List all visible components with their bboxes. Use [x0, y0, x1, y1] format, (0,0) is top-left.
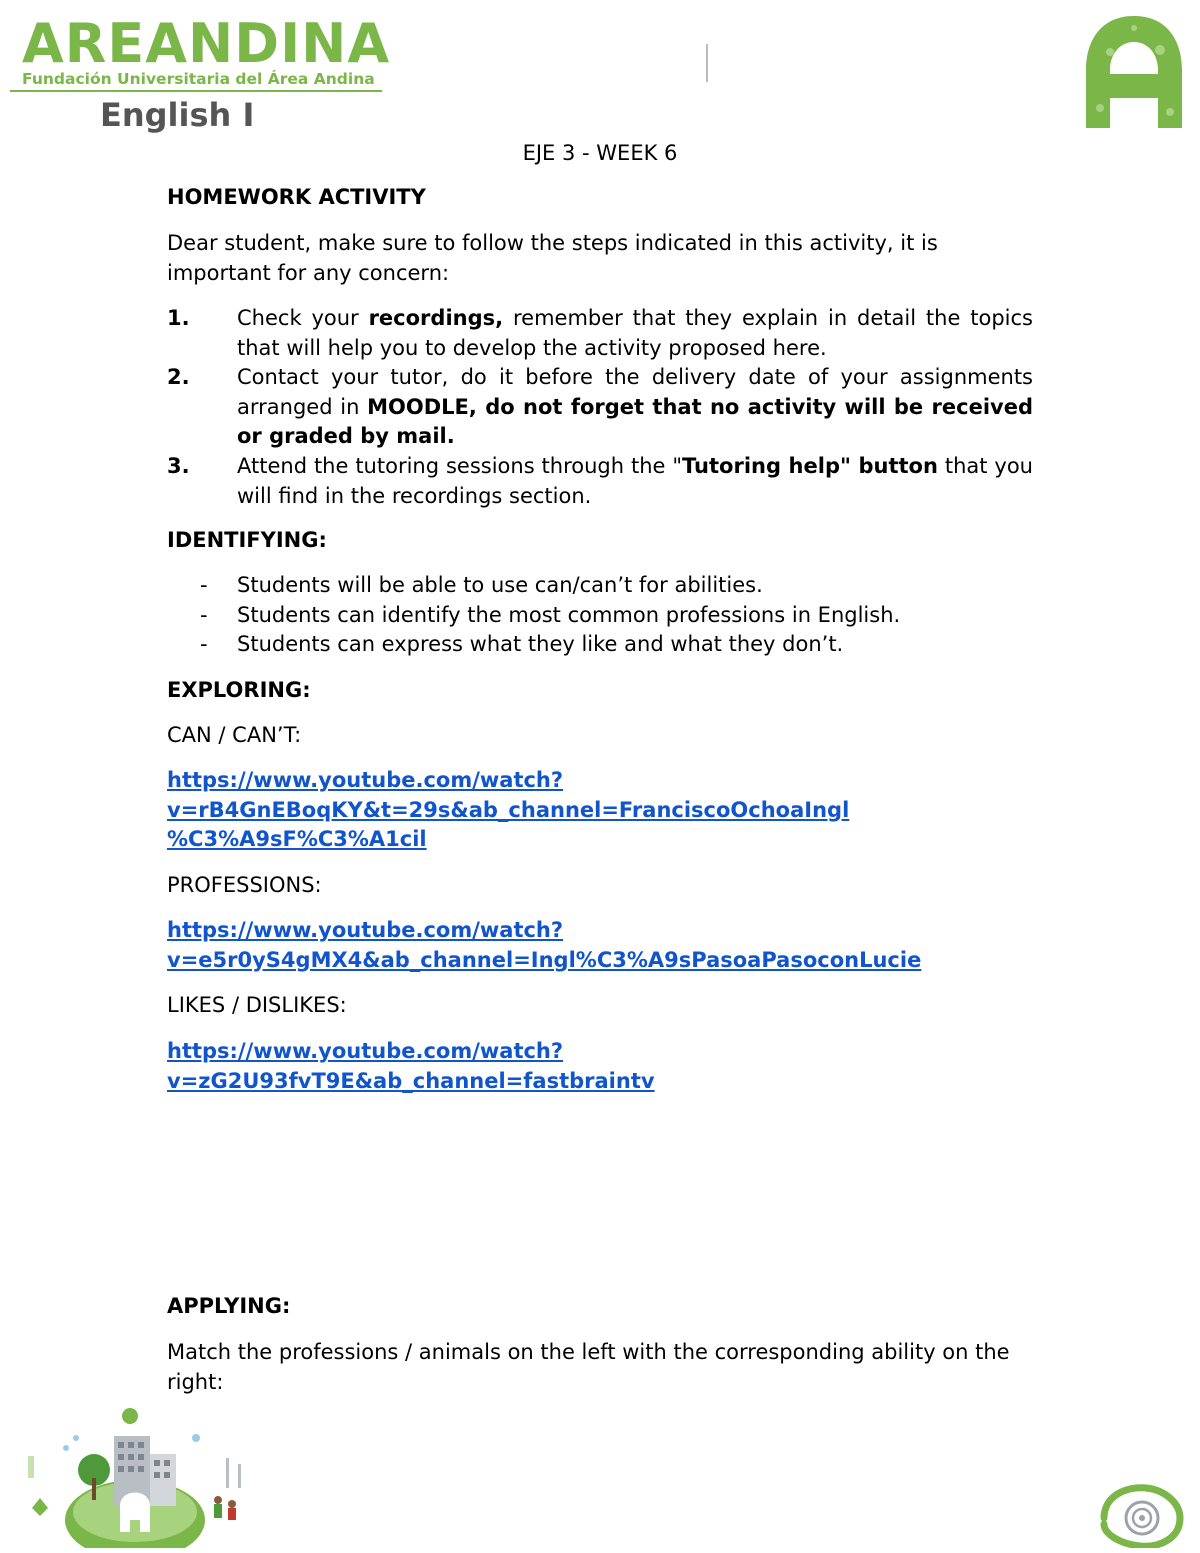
applying-heading: APPLYING: — [167, 1294, 291, 1318]
section-label: PROFESSIONS: — [167, 873, 322, 897]
step-text: Contact your tutor, do it before the delivery date of your assignments arranged in — [237, 365, 1033, 419]
areandina-a-logo-icon — [1080, 12, 1188, 134]
step-bold-text: MOODLE, do not forget that no activity will be received or graded by mail. — [237, 394, 1033, 448]
identifying-item: Students will be able to use can/can’t for abilities. — [237, 573, 763, 597]
video-link-likes-dislikes[interactable] — [167, 1037, 655, 1096]
step-text: that you will find in the recordings section. — [237, 454, 1033, 508]
video-link-can-cant[interactable] — [167, 766, 849, 855]
link-line[interactable]: v=zG2U93fvT9E&ab_channel=fastbraintv — [167, 1068, 655, 1093]
identifying-item: Students can identify the most common professions in English. — [237, 603, 901, 627]
link-line[interactable]: https://www.youtube.com/watch? — [167, 918, 564, 942]
step-text: Check your — [237, 306, 369, 330]
step-number: 3. — [167, 454, 190, 478]
bullet-dash: - — [200, 573, 208, 597]
link-line[interactable]: https://www.youtube.com/watch? — [167, 1039, 564, 1063]
step-item — [237, 363, 1033, 452]
step-text: remember that they explain in detail the topics that will help you to develop the activity proposed here. — [237, 306, 1033, 360]
course-title: English I — [100, 96, 255, 134]
identifying-heading: IDENTIFYING: — [167, 528, 327, 552]
exploring-heading: EXPLORING: — [167, 678, 311, 702]
step-bold-text: Tutoring help" button — [682, 454, 938, 478]
applying-instructions: Match the professions / animals on the left with the corresponding ability on the right: — [167, 1340, 1010, 1394]
video-link-professions[interactable] — [167, 916, 921, 975]
link-line[interactable]: v=e5r0yS4gMX4&ab_channel=Ingl%C3%A9sPasoaPasoconLucie — [167, 947, 922, 972]
homework-heading: HOMEWORK ACTIVITY — [167, 185, 426, 209]
step-text: Attend the tutoring sessions through the " — [237, 454, 683, 478]
section-label: CAN / CAN’T: — [167, 723, 302, 747]
section-label: LIKES / DISLIKES: — [167, 993, 347, 1017]
bullet-dash: - — [200, 603, 208, 627]
step-item — [237, 452, 1033, 511]
bullet-dash: - — [200, 632, 208, 656]
step-number: 2. — [167, 365, 190, 389]
header-divider — [706, 44, 708, 82]
logo-underline — [10, 90, 382, 92]
step-bold-text: recordings, — [368, 306, 504, 330]
link-line[interactable]: v=rB4GnEBoqKY&t=29s&ab_channel=FranciscoOchoaIngl — [167, 797, 850, 822]
link-line[interactable]: https://www.youtube.com/watch? — [167, 768, 564, 792]
step-number: 1. — [167, 306, 190, 330]
link-line[interactable]: %C3%A9sF%C3%A1cil — [167, 827, 427, 851]
eco-city-illustration-icon — [10, 1408, 260, 1548]
step-item — [237, 304, 1033, 363]
intro-paragraph: Dear student, make sure to follow the steps indicated in this activity, it is important for any concern: — [167, 231, 938, 285]
brand-logo-wordmark: AREANDINA — [22, 12, 391, 75]
fingerprint-badge-icon — [1086, 1478, 1194, 1548]
document-week-label: EJE 3 - WEEK 6 — [522, 141, 678, 165]
identifying-item: Students can express what they like and what they don’t. — [237, 632, 844, 656]
brand-logo-subtitle: Fundación Universitaria del Área Andina — [22, 70, 375, 88]
